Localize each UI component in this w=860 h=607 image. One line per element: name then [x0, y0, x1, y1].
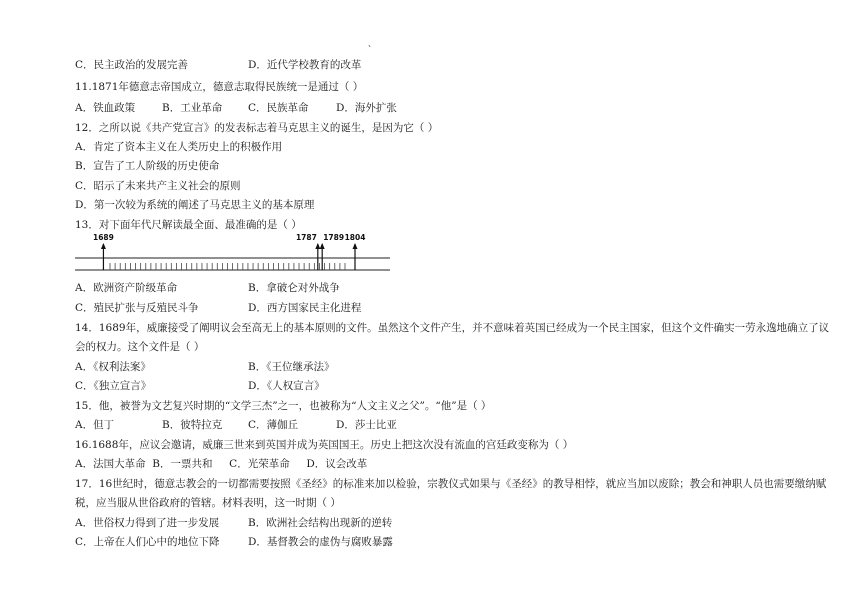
q12-option-a: A．肯定了资本主义在人类历史上的积极作用	[75, 141, 283, 153]
year-marker-arrow	[315, 243, 320, 249]
q17-option-b: B．欧洲社会结构出现新的逆转	[248, 517, 393, 529]
q13-option-d: D．西方国家民主化进程	[248, 302, 362, 314]
q15-option-d: D．莎士比亚	[336, 419, 397, 431]
q11-option-c: C．民族革命	[248, 102, 309, 114]
q14-option-c: C．《独立宣言》	[75, 380, 152, 392]
q17-stem-line1: 17．16世纪时，德意志教会的一切都需要按照《圣经》的标准来加以检验，宗教仪式如果与《圣经》的教导相悖，就应当加以废除；教会和神职人员也需要缴纳赋	[75, 478, 827, 490]
q17-stem-line2: 税，应当服从世俗政府的管辖。材料表明，这一时期（ ）	[75, 497, 341, 509]
q13-stem: 13．对下面年代尺解读最全面、最准确的是（ ）	[75, 219, 302, 231]
q15-stem: 15．他，被誉为文艺复兴时期的“文学三杰”之一，也被称为“人文主义之父”。“他”是（ ）	[75, 400, 492, 412]
year-ruler	[70, 230, 400, 278]
q15-option-b: B．彼特拉克	[162, 419, 223, 431]
q14-option-a: A．《权利法案》	[75, 361, 151, 373]
q16-options: A．法国大革命 B．一票共和 C．光荣革命 D．议会改革	[75, 458, 368, 470]
year-marker-label: 1787	[295, 233, 317, 242]
year-marker-arrow	[320, 243, 325, 249]
q12-option-b: B．宣告了工人阶级的历史使命	[75, 160, 220, 172]
q12-option-c: C．昭示了未来共产主义社会的原则	[75, 180, 241, 192]
year-marker-label: 1689	[93, 233, 114, 242]
q11-option-a: A．铁血政策	[75, 102, 136, 114]
q12-option-d: D．第一次较为系统的阐述了马克思主义的基本原理	[75, 199, 315, 211]
q14-stem-line2: 会的权力。这个文件是（ ）	[75, 341, 205, 353]
q17-option-a: A．世俗权力得到了进一步发展	[75, 517, 220, 529]
q15-option-a: A．但丁	[75, 419, 115, 431]
year-marker-arrow	[101, 243, 106, 249]
header-mark: 、	[368, 39, 376, 48]
q14-stem-line1: 14．1689年，威廉接受了阐明议会至高无上的基本原则的文件。虽然这个文件产生，并不意味着英国已经成为一个民主国家，但这个文件确实一劳永逸地确立了议	[75, 322, 830, 334]
q13-option-b: B．拿破仑对外战争	[248, 282, 340, 294]
option-d-prev: D．近代学校教育的改革	[248, 59, 362, 71]
year-marker-label: 1804	[344, 233, 366, 242]
year-marker-label: 1789	[323, 233, 345, 242]
q11-option-d: D．海外扩张	[336, 102, 397, 114]
q13-option-c: C．殖民扩张与反殖民斗争	[75, 302, 199, 314]
q13-option-a: A．欧洲资产阶级革命	[75, 282, 178, 294]
q11-stem: 11.1871年德意志帝国成立，德意志取得民族统一是通过（ ）	[75, 81, 364, 93]
q16-stem: 16.1688年，应议会邀请，威廉三世来到英国并成为英国国王。历史上把这次没有流血的宫廷政变称为（ ）	[75, 439, 574, 451]
q15-option-c: C．薄伽丘	[248, 419, 299, 431]
q14-option-d: D．《人权宣言》	[248, 380, 325, 392]
year-marker-arrow	[353, 243, 358, 249]
q17-option-c: C．上帝在人们心中的地位下降	[75, 536, 220, 548]
option-c-prev: C．民主政治的发展完善	[75, 59, 189, 71]
q12-stem: 12．之所以说《共产党宣言》的发表标志着马克思主义的诞生，是因为它（ ）	[75, 122, 439, 134]
q11-option-b: B．工业革命	[162, 102, 223, 114]
q17-option-d: D．基督教会的虚伪与腐败暴露	[248, 536, 393, 548]
q14-option-b: B．《王位继承法》	[248, 361, 335, 373]
